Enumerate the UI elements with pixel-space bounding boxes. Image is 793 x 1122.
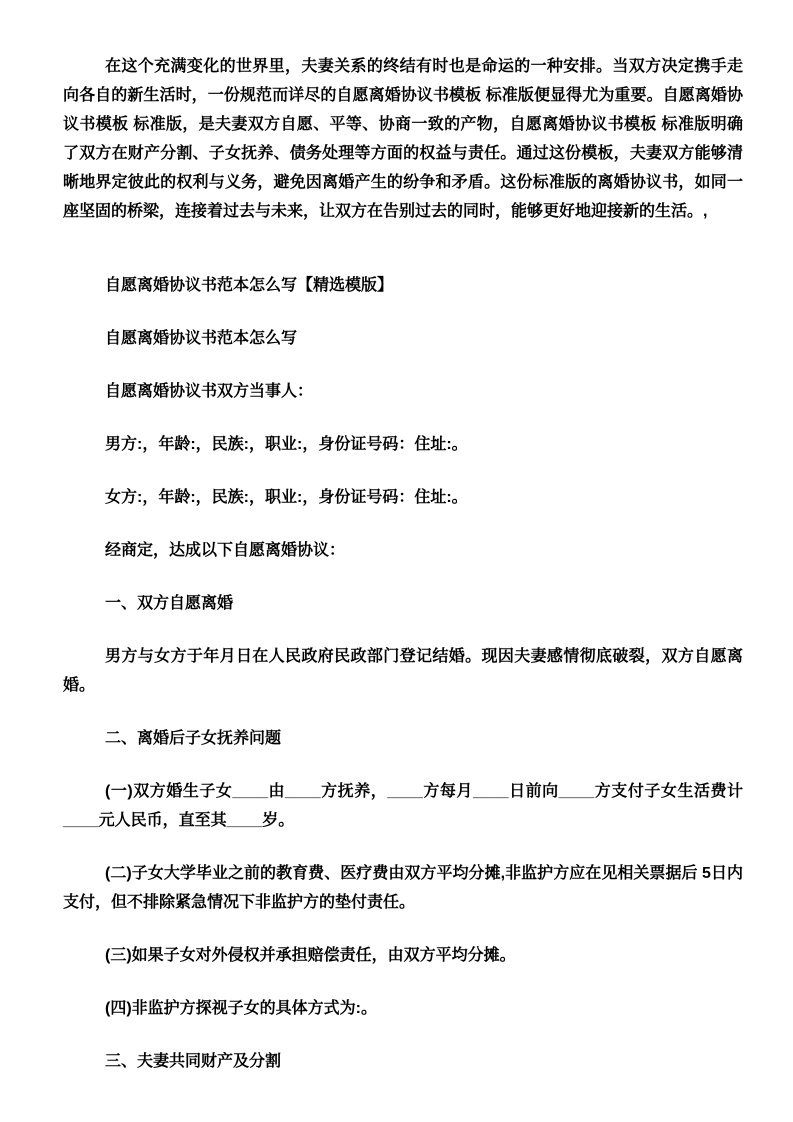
section-2-item-1: (一)双方婚生子女____由____方抚养，____方每月____日前向____方支付子女生活费计____元人民币，直至其____岁。 [63, 783, 743, 829]
paragraph-agreement-intro: 经商定，达成以下自愿离婚协议： [105, 542, 346, 559]
paragraph-intro: 在这个充满变化的世界里，夫妻关系的终结有时也是命运的一种安排。当双方决定携手走向各自的新生活时，一份规范而详尽的自愿离婚协议书模板 标准版便显得尤为重要。自愿离婚协议书模板 标准版，是夫妻双方自愿、平等、协商一致的产物，自愿离婚协议书模板 标准版明确了双方在财产分割、子女抚养、债务处理等方面的权益与责任。通过这份模板，夫妻双方能够清晰地界定彼此的权利与义务，避免因离婚产生的纷争和矛盾。这份标准版的离婚协议书，如同一座坚固的桥梁，连接着过去与未来，让双方在告别过去的同时，能够更好地迎接新的生活。, [63, 58, 743, 220]
section-3-title: 三、夫妻共同财产及分割 [105, 1053, 282, 1070]
heading-main-title: 自愿离婚协议书范本怎么写【精选模版】 [105, 277, 394, 294]
paragraph-husband-info: 男方:，年龄:，民族:，职业:，身份证号码：住址:。 [105, 436, 468, 453]
section-2-item-3: (三)如果子女对外侵权并承担赔偿责任，由双方平均分摊。 [105, 947, 516, 964]
heading-sub-title: 自愿离婚协议书范本怎么写 [105, 330, 298, 347]
section-2-title: 二、离婚后子女抚养问题 [105, 730, 282, 747]
section-2-item-2: (二)子女大学毕业之前的教育费、医疗费由双方平均分摊,非监护方应在见相关票据后 5日内支付，但不排除紧急情况下非监护方的垫付责任。 [63, 865, 743, 911]
section-2-item-4: (四)非监护方探视子女的具体方式为:。 [105, 1000, 377, 1017]
section-1-body: 男方与女方于年月日在人民政府民政部门登记结婚。现因夫妻感情彻底破裂，双方自愿离婚。 [63, 648, 743, 694]
section-1-title: 一、双方自愿离婚 [105, 595, 234, 612]
paragraph-wife-info: 女方:，年龄:，民族:，职业:，身份证号码：住址:。 [105, 489, 468, 506]
paragraph-parties-label: 自愿离婚协议书双方当事人： [105, 383, 314, 400]
